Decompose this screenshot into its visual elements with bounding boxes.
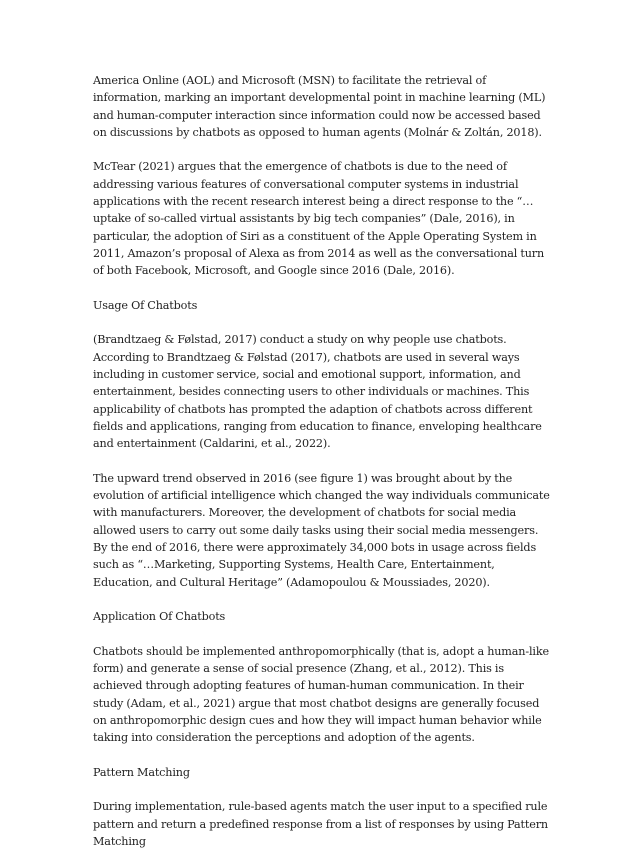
paragraph-mctear: McTear (2021) argues that the emergence of chatbots is due to the need of addressing various features of conversational computer systems in industrial applications with the recent research interest being a direct response to the “…uptake of so-called virtual assistants by big tech companies” (Dale, 2016), in particular, the adoption of Siri as a constituent of the Apple Operating System in 2011, Amazon’s proposal of Alexa as from 2014 as well as the conversational turn of both Facebook, Microsoft, and Google since 2016 (Dale, 2016).: [93, 160, 545, 278]
heading-pattern-matching: Pattern Matching: [93, 765, 190, 779]
paragraph-brandtzaeg: (Brandtzaeg & Følstad, 2017) conduct a study on why people use chatbots. According to Brandtzaeg & Følstad (2017), chatbots are used in several ways including in customer service, social and emotional support, information, and entertainment, besides connecting users to other individuals or machines. This applicability of chatbots has prompted the adaption of chatbots across different fields and applications, ranging from education to finance, enveloping healthcare and entertainment (Caldarini, et al., 2022).: [93, 333, 542, 451]
paragraph-implementation: During implementation, rule-based agents match the user input to a specified rule pattern and return a predefined response from a list of responses by using Pattern Matching: [93, 800, 548, 849]
document-body: [93, 72, 553, 868]
heading-usage-of-chatbots: Usage Of Chatbots: [93, 298, 198, 312]
heading-application-of-chatbots: Application Of Chatbots: [93, 610, 226, 624]
paragraph-anthropomorphic: Chatbots should be implemented anthropomorphically (that is, adopt a human-like form) and generate a sense of social presence (Zhang, et al., 2012). This is achieved through adopting features of human-human communication. In their study (Adam, et al., 2021) argue that most chatbot designs are generally focused on anthropomorphic design cues and how they will impact human behavior while taking into consideration the perceptions and adoption of the agents.: [93, 644, 549, 745]
paragraph-upward-trend: The upward trend observed in 2016 (see figure 1) was brought about by the evolution of artificial intelligence which changed the way individuals communicate with manufacturers. Moreover, the development of chatbots for social media allowed users to carry out some daily tasks using their social media messengers. By the end of 2016, there were approximately 34,000 bots in usage across fields such as “…Marketing, Supporting Systems, Health Care, Entertainment, Education, and Cultural Heritage” (Adamopoulou & Moussiades, 2020).: [93, 471, 550, 589]
paragraph-aol-msn: America Online (AOL) and Microsoft (MSN) to facilitate the retrieval of information, marking an important developmental point in machine learning (ML) and human-computer interaction since information could now be accessed based on discussions by chatbots as opposed to human agents (Molnár & Zoltán, 2018).: [93, 74, 546, 139]
